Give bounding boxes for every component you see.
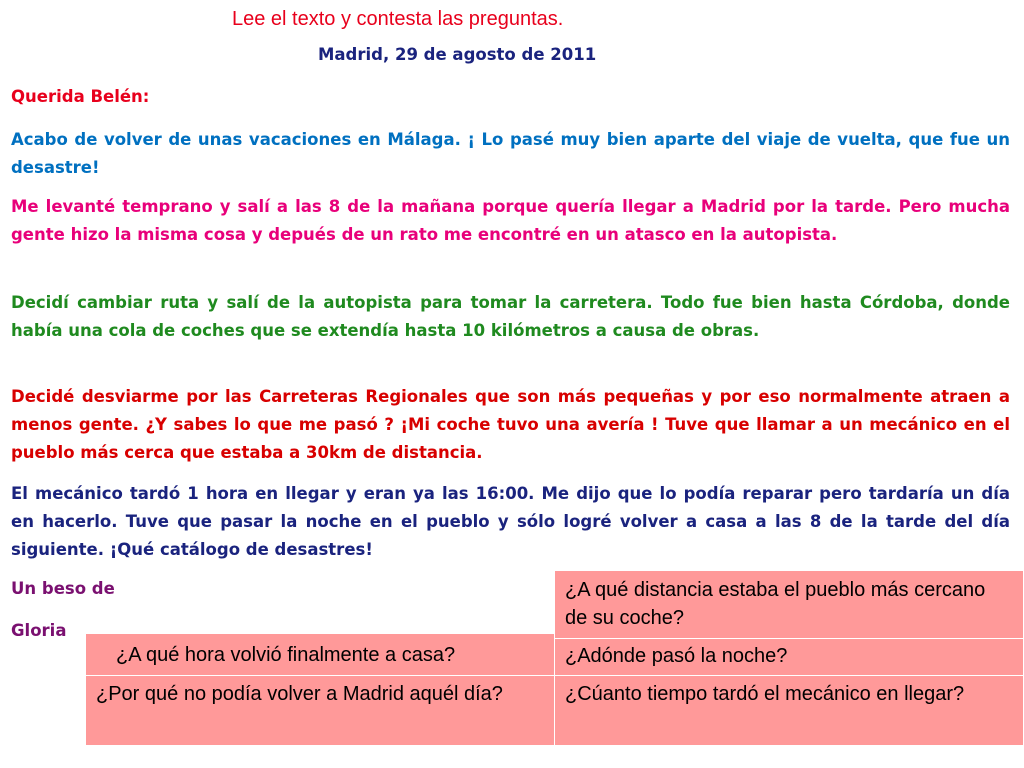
question-box-why-not: ¿Por qué no podía volver a Madrid aquél día? — [86, 676, 555, 746]
letter-closing: Un beso de — [11, 579, 115, 598]
letter-greeting: Querida Belén: — [11, 87, 150, 106]
letter-signature: Gloria — [11, 621, 67, 640]
question-box-night: ¿Adónde pasó la noche? — [555, 639, 1024, 676]
letter-paragraph: Me levanté temprano y salí a las 8 de la mañana porque quería llegar a Madrid por la tarde. Pero mucha gente hizo la misma cosa y depués de un rato me encontré en un atasco en la autopista. — [11, 197, 1010, 244]
question-box-mechanic-time: ¿Cúanto tiempo tardó el mecánico en llegar? — [555, 676, 1024, 746]
letter-paragraph: El mecánico tardó 1 hora en llegar y eran ya las 16:00. Me dijo que lo podía reparar pero tardaría un día en hacerlo. Tuve que pasar la noche en el pueblo y sólo logré volver a casa a las 8 de la tarde del día siguiente. ¡Qué catálogo de desastres! — [11, 484, 1010, 559]
page-heading: Lee el texto y contesta las preguntas. — [232, 8, 564, 30]
question-box-distance: ¿A qué distancia estaba el pueblo más cercano de su coche? — [555, 571, 1024, 639]
letter-paragraph: Decidé desviarme por las Carreteras Regionales que son más pequeñas y por eso normalmente atraen a menos gente. ¿Y sabes lo que me pasó ? ¡Mi coche tuvo una avería ! Tuve que llamar a un mecánico en el pueblo más cerca que estaba a 30km de distancia. — [11, 387, 1010, 462]
question-box-return-time: ¿A qué hora volvió finalmente a casa? — [86, 634, 555, 676]
letter-date: Madrid, 29 de agosto de 2011 — [318, 45, 597, 64]
letter-paragraph: Decidí cambiar ruta y salí de la autopista para tomar la carretera. Todo fue bien hasta Córdoba, donde había una cola de coches que se extendía hasta 10 kilómetros a causa de obras. — [11, 293, 1010, 340]
letter-paragraph: Acabo de volver de unas vacaciones en Málaga. ¡ Lo pasé muy bien aparte del viaje de vuelta, que fue un desastre! — [11, 130, 1010, 177]
